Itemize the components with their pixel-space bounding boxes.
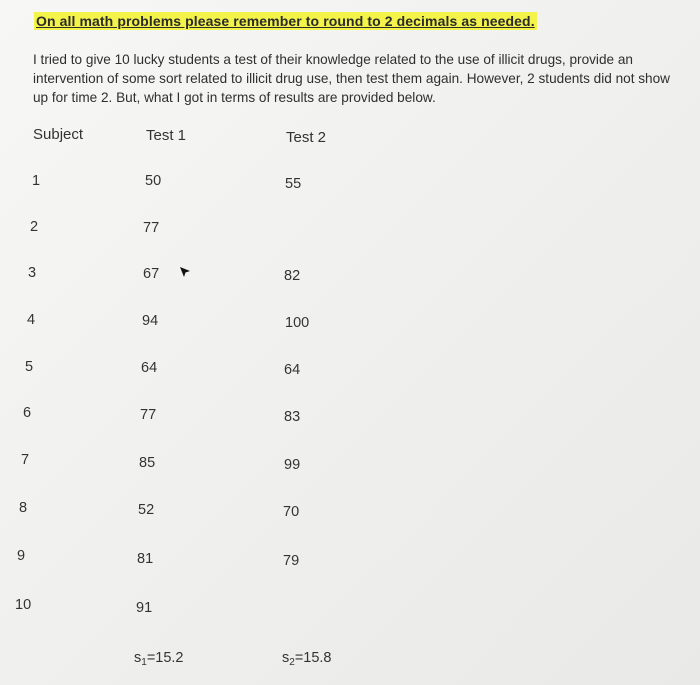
stat-s1	[134, 650, 184, 668]
subject-cell: 9	[17, 548, 26, 564]
subject-cell: 10	[15, 597, 32, 613]
test1-cell: 81	[137, 551, 154, 567]
test1-cell: 67	[143, 266, 160, 282]
header-subject: Subject	[33, 126, 84, 143]
header-test1: Test 1	[146, 127, 187, 144]
test1-cell: 85	[139, 455, 156, 471]
test2-cell: 82	[284, 268, 301, 284]
stat-subscript: 1	[141, 657, 147, 668]
stat-value: =15.2	[146, 650, 184, 666]
subject-cell: 2	[30, 219, 39, 235]
stat-symbol: s	[134, 650, 142, 666]
test2-cell: 99	[284, 457, 301, 473]
subject-cell: 6	[23, 405, 32, 421]
subject-cell: 3	[28, 265, 37, 281]
test1-cell: 77	[140, 407, 157, 423]
test2-cell: 64	[284, 362, 301, 378]
test1-cell: 91	[136, 600, 153, 616]
test2-cell: 79	[283, 553, 300, 569]
test1-cell: 77	[143, 220, 160, 236]
stat-symbol: s	[282, 650, 290, 666]
subject-cell: 1	[32, 173, 41, 189]
test2-cell: 55	[285, 176, 302, 192]
header-test2: Test 2	[286, 129, 327, 146]
test2-cell: 70	[283, 504, 300, 520]
mouse-pointer-icon	[179, 266, 191, 278]
subject-cell: 8	[19, 500, 28, 516]
test2-cell: 83	[284, 409, 301, 425]
test1-cell: 94	[142, 313, 159, 329]
test1-cell: 64	[141, 360, 158, 376]
subject-cell: 5	[25, 359, 34, 375]
intro-paragraph: I tried to give 10 lucky students a test of their knowledge related to the use of illicit drugs, provide an intervention of some sort related to illicit drug use, then test them again. However, 2 students did not show up for time 2. But, what I got in terms of results are provided below.	[33, 52, 670, 105]
test2-cell: 100	[285, 315, 310, 331]
subject-cell: 7	[21, 452, 30, 468]
stat-subscript: 2	[289, 657, 295, 668]
test1-cell: 52	[138, 502, 155, 518]
stat-s2	[282, 650, 332, 668]
test1-cell: 50	[145, 173, 162, 189]
stat-value: =15.8	[294, 650, 332, 666]
subject-cell: 4	[27, 312, 36, 328]
instruction-heading: On all math problems please remember to round to 2 decimals as needed.	[36, 13, 535, 29]
